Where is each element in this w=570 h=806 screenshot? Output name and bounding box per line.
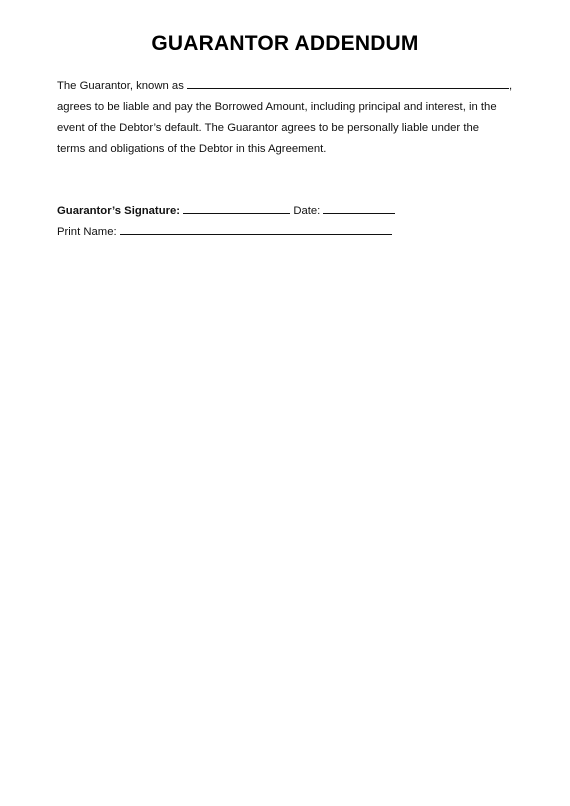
paragraph-line-2: agrees to be liable and pay the Borrowed Amount, including principal and interest, in the — [57, 101, 497, 113]
document-title: GUARANTOR ADDENDUM — [151, 32, 419, 55]
guarantor-paragraph — [57, 76, 517, 160]
paragraph-line-3: event of the Debtor’s default. The Guarantor agrees to be personally liable under the — [57, 122, 480, 134]
print-name-field[interactable] — [120, 222, 392, 235]
signature-block — [57, 201, 395, 243]
print-name-label: Print Name: — [57, 226, 117, 238]
signature-field[interactable] — [183, 201, 290, 214]
guarantor-name-field[interactable] — [187, 76, 509, 89]
paragraph-line-1 — [57, 76, 517, 97]
signature-row — [57, 201, 395, 222]
print-name-row — [57, 222, 395, 243]
date-field[interactable] — [323, 201, 395, 214]
guarantor-name-prefix: The Guarantor, known as — [57, 80, 184, 92]
guarantor-name-suffix: , — [509, 80, 513, 92]
signature-label: Guarantor’s Signature: — [57, 205, 181, 217]
date-label: Date: — [293, 205, 321, 217]
paragraph-line-4: terms and obligations of the Debtor in this Agreement. — [57, 143, 327, 155]
